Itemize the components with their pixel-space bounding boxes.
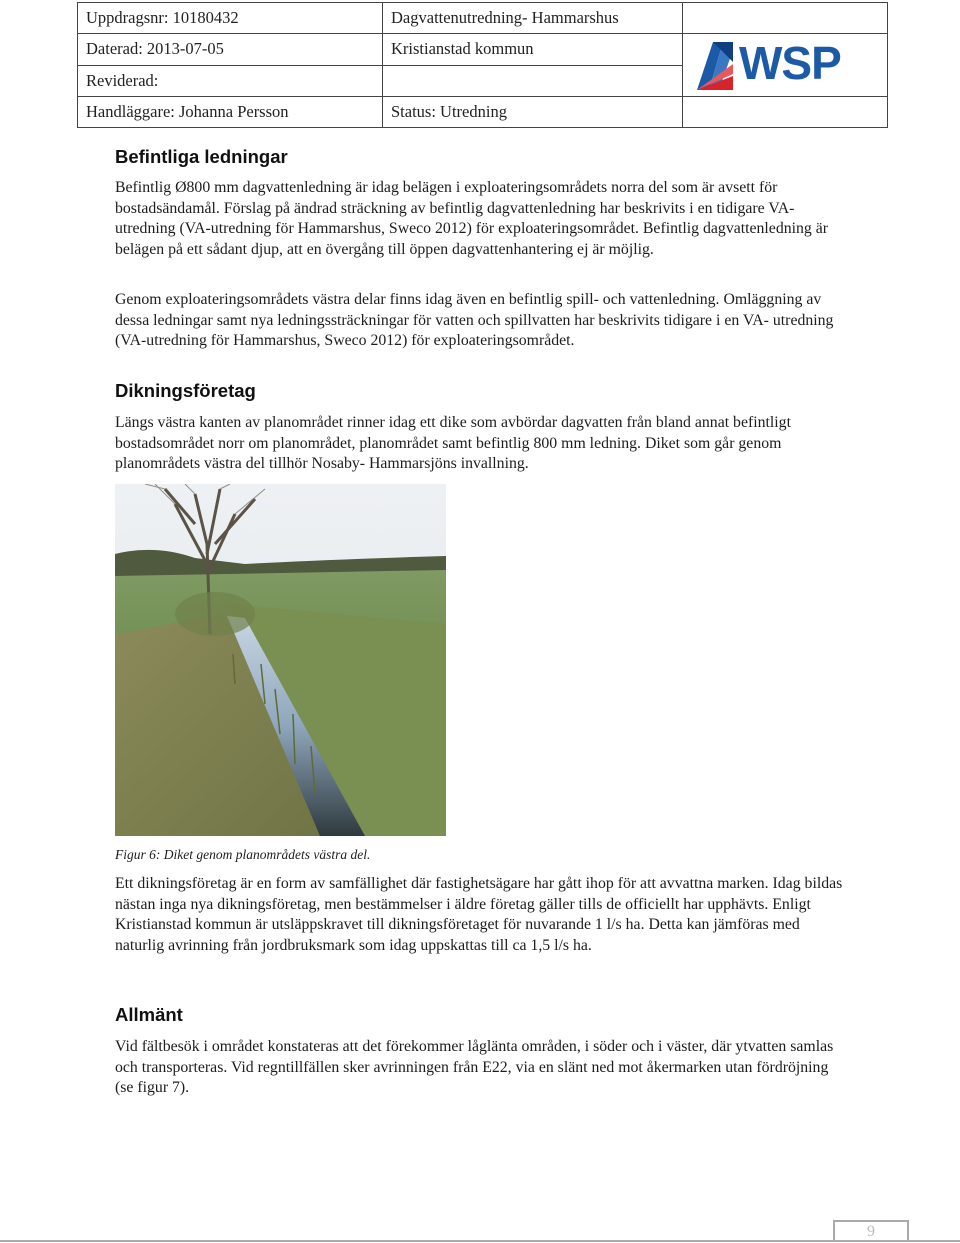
header-empty-cell-3 — [683, 97, 888, 128]
footer-rule — [0, 1240, 960, 1242]
revised: Reviderad: — [78, 65, 383, 97]
paragraph-drainage-2: Ett dikningsföretag är en form av samfällighet där fastighetsägare har gått ihop för att avvattna marken. Idag bildas nästan inga nya dikningsföretag, men bestämmelser i äldre företag gäller tills de officiellt har upphävts. Enligt Kristianstad kommun är utsläppskravet till dikningsföretaget för nuvarande 1 l/s ha. Detta kan jämföras med naturlig avrinning från jordbruksmark som idag uppskattas till ca 1,5 l/s ha. — [115, 875, 843, 954]
document-header — [77, 2, 888, 128]
logo-cell — [683, 34, 888, 97]
wsp-logo — [683, 34, 888, 96]
page-number: 9 — [833, 1220, 909, 1242]
assignment-number: Uppdragsnr: 10180432 — [78, 3, 383, 34]
municipality: Kristianstad kommun — [383, 34, 683, 66]
paragraph-general-1: Vid fältbesök i området konstateras att det förekommer låglänta områden, i söder och i väster, där ytvatten samlas och transporteras. Vid regntillfällen sker avrinningen från E22, via en slänt ned mot åkermarken utan fördröjning (se figur 7). — [115, 1038, 834, 1097]
paragraph-drainage-1: Längs västra kanten av planområdet rinner idag ett dike som avbördar dagvatten från bland annat befintligt bostadsområdet norr om planområdet, planområdet samt befintlig 800 mm ledning. Diket som går genom planområdets västra del tillhör Nosaby- Hammarsjöns invallning. — [115, 414, 791, 473]
paragraph-existing-pipes-1: Befintlig Ø800 mm dagvattenledning är idag belägen i exploateringsområdets norra del som är avsett för bostadsändamål. Förslag på ändrad sträckning av befintlig dagvattenledning har beskrivits i en tidigare VA- utredning (VA-utredning för Hammarshus, Sweco 2012) för exploateringsområdet. Befintlig dagvattenledning är belägen på ett sådant djup, att en övergång till öppen dagvattenhantering ej är möjlig. — [115, 179, 829, 258]
heading-existing-pipes: Befintliga ledningar — [115, 146, 288, 167]
logo-wordmark: WSP — [739, 37, 841, 89]
handler: Handläggare: Johanna Persson — [78, 97, 383, 128]
heading-drainage: Dikningsföretag — [115, 380, 256, 401]
date: Daterad: 2013-07-05 — [78, 34, 383, 66]
document-title: Dagvattenutredning- Hammarshus — [383, 3, 683, 34]
figure-caption: Figur 6: Diket genom planområdets västra del. — [115, 847, 371, 862]
heading-general: Allmänt — [115, 1004, 183, 1025]
header-empty-cell-2 — [383, 65, 683, 97]
header-empty-cell — [683, 3, 888, 34]
status: Status: Utredning — [383, 97, 683, 128]
ditch-photo-image — [115, 484, 446, 836]
ditch-photo — [115, 484, 446, 836]
paragraph-existing-pipes-2: Genom exploateringsområdets västra delar finns idag även en befintlig spill- och vattenledning. Omläggning av dessa ledningar samt nya ledningssträckningar för vatten och spillvatten har beskrivits tidigare i en VA- utredning (VA-utredning för Hammarshus, Sweco 2012) för exploateringsområdet. — [115, 291, 834, 350]
